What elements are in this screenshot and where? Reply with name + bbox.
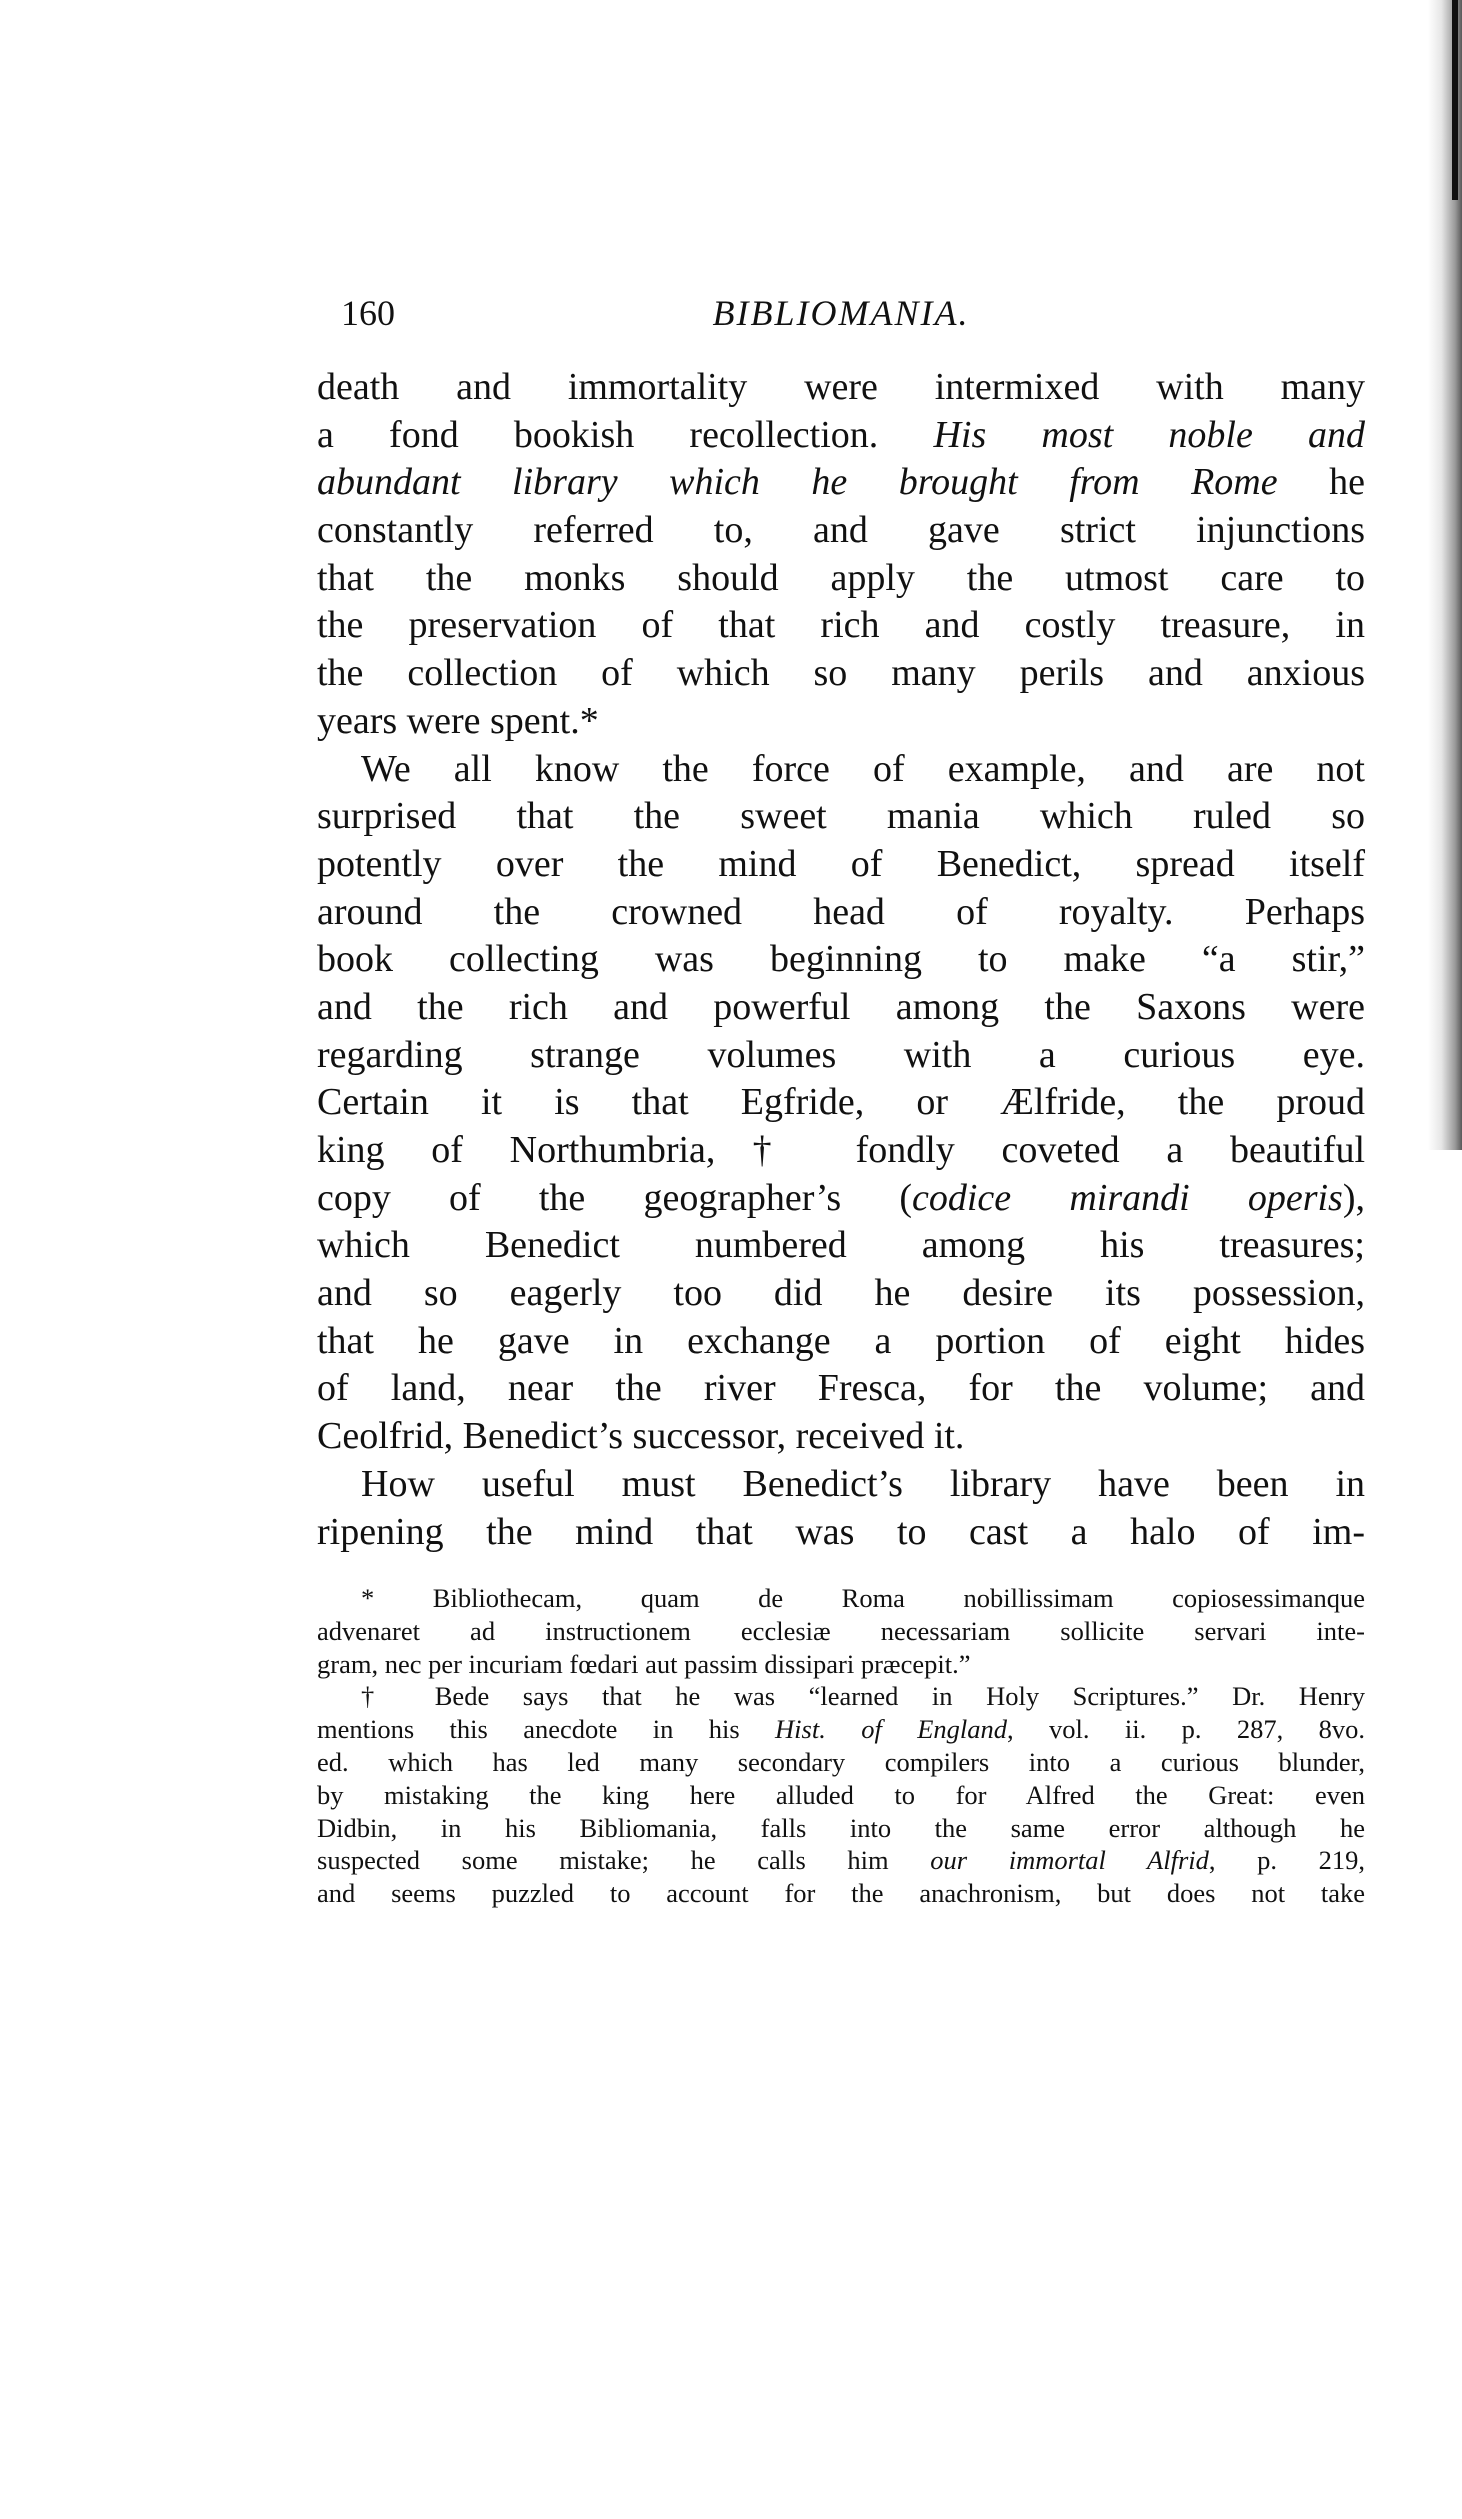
text-line [317, 1222, 1365, 1270]
text-segment: and the rich and powerful among the Saxons were [317, 985, 1365, 1028]
italic-text: Hist. of England [775, 1714, 1008, 1745]
text-segment: the preservation of that rich and costly treasure, in [317, 604, 1365, 647]
footnote-line [317, 1680, 1365, 1713]
text-segment: ed. which has led many secondary compilers into a curious blunder, [317, 1746, 1365, 1777]
text-segment: by mistaking the king here alluded to for Alfred the Great: even [317, 1779, 1365, 1810]
text-segment: death and immortality were intermixed with many [317, 366, 1365, 408]
page-number: 160 [341, 293, 395, 333]
text-line [317, 841, 1365, 889]
text-line [317, 459, 1365, 507]
text-segment: Ceolfrid, Benedict’s successor, received it. [317, 1415, 965, 1458]
text-line [317, 412, 1365, 460]
text-line [317, 1127, 1365, 1175]
text-line [317, 746, 1365, 794]
text-segment: that he gave in exchange a portion of eight hides [317, 1319, 1365, 1362]
text-segment: Didbin, in his Bibliomania, falls into the same error although he [317, 1812, 1365, 1843]
text-segment: and so eagerly too did he desire its possession, [317, 1272, 1365, 1315]
body-text [317, 364, 1365, 1556]
text-line [317, 984, 1365, 1032]
italic-text: His most noble and [933, 413, 1366, 456]
text-segment: suspected some mistake; he calls him [317, 1845, 931, 1876]
footnote-line [317, 1615, 1365, 1648]
text-segment: advenaret ad instructionem ecclesiæ necessariam sollicite servari inte- [317, 1615, 1365, 1646]
footnote-line [317, 1582, 1365, 1615]
footnote-line [317, 1779, 1365, 1812]
text-segment: potently over the mind of Benedict, spread itself [317, 842, 1365, 885]
text-line [317, 698, 1365, 746]
text-line [317, 507, 1365, 555]
text-segment: king of Northumbria,† fondly coveted a beautiful [317, 1129, 1365, 1171]
text-line [317, 1413, 1365, 1461]
text-line [317, 936, 1365, 984]
text-segment: of land, near the river Fresca, for the volume; and [317, 1367, 1365, 1410]
footnote-line [317, 1746, 1365, 1779]
text-line [317, 1175, 1365, 1223]
text-segment: a fond bookish recollection. [317, 413, 934, 456]
text-segment: ripening the mind that was to cast a halo of im- [317, 1510, 1365, 1553]
text-segment: Certain it is that Egfride, or Ælfride, the proud [317, 1081, 1365, 1124]
text-segment: , vol. ii. p. 287, 8vo. [1007, 1714, 1365, 1745]
text-line [317, 1318, 1365, 1366]
text-line [317, 602, 1365, 650]
scan-edge-mark [1452, 0, 1458, 200]
text-segment: that the monks should apply the utmost care to [317, 556, 1365, 599]
footnote-line [317, 1844, 1365, 1877]
text-line [317, 889, 1365, 937]
text-line [317, 555, 1365, 603]
text-line [317, 650, 1365, 698]
text-line [317, 1079, 1365, 1127]
text-segment: , p. 219, [1208, 1845, 1365, 1876]
text-segment: and seems puzzled to account for the anachronism, but does not take [317, 1878, 1365, 1909]
text-line [317, 1509, 1365, 1557]
text-segment: the collection of which so many perils and anxious [317, 652, 1365, 695]
text-segment: gram, nec per incuriam fœdari aut passim dissipari præcepit.” [317, 1648, 971, 1679]
italic-text: abundant library which he brought from Rome [317, 461, 1278, 504]
text-segment: around the crowned head of royalty. Perhaps [317, 890, 1365, 933]
text-segment: years were spent.* [317, 699, 599, 742]
text-line [317, 793, 1365, 841]
text-segment: † Bede says that he was “learned in Holy Scriptures.” Dr. Henry [361, 1681, 1365, 1712]
text-segment: copy of the geographer’s ( [317, 1176, 912, 1219]
page-header [317, 292, 1365, 342]
text-segment: How useful must Benedict’s library have been in [361, 1462, 1365, 1505]
text-line [317, 1270, 1365, 1318]
text-line [317, 1461, 1365, 1509]
text-segment: * Bibliothecam, quam de Roma nobillissimam copiosessimanque [361, 1583, 1365, 1613]
text-segment: mentions this anecdote in his [317, 1714, 776, 1745]
text-line [317, 1032, 1365, 1080]
italic-text: our immortal Alfrid [930, 1845, 1209, 1876]
text-line [317, 1365, 1365, 1413]
text-line [317, 364, 1365, 412]
text-segment: surprised that the sweet mania which ruled so [317, 795, 1365, 838]
footnote-line [317, 1648, 1365, 1681]
italic-text: codice mirandi operis [911, 1176, 1343, 1219]
text-segment: ), [1342, 1176, 1365, 1219]
footnote-line [317, 1713, 1365, 1746]
text-segment: he [1277, 461, 1365, 504]
footnotes [317, 1582, 1365, 1910]
text-segment: book collecting was beginning to make “a stir,” [317, 938, 1365, 981]
text-segment: We all know the force of example, and are not [361, 747, 1365, 790]
footnote-line [317, 1877, 1365, 1910]
footnote-line [317, 1812, 1365, 1845]
text-segment: which Benedict numbered among his treasures; [317, 1224, 1365, 1267]
text-segment: constantly referred to, and gave strict injunctions [317, 509, 1365, 552]
running-title: BIBLIOMANIA. [712, 293, 970, 333]
text-segment: regarding strange volumes with a curious eye. [317, 1033, 1365, 1076]
